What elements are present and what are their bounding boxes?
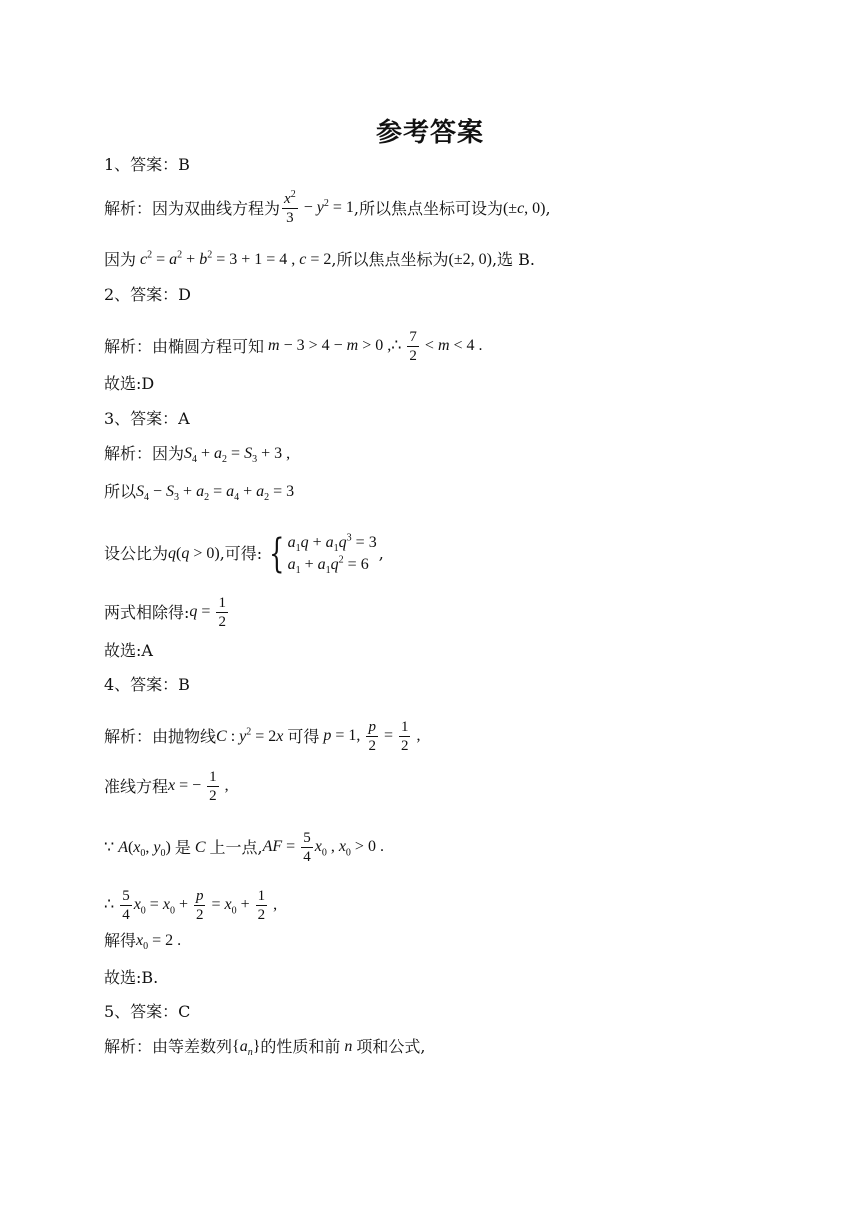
q4-analysis-line1	[104, 718, 420, 755]
q1-focus-coord: (±c, 0)	[502, 199, 546, 217]
q1-focus-result: (±2, 0)	[448, 251, 492, 268]
q4-l1-mid: 可得	[287, 726, 320, 746]
q2-inequality: m − 3 > 4 − m > 0 ,∴ $\frac{7}{2}$ < m < 4 .	[268, 329, 483, 364]
q4-analysis-line5	[104, 931, 181, 951]
q5-l1-mid: 的性质和前	[260, 1037, 341, 1056]
q4-answer: 4、答案：B	[104, 675, 190, 694]
q4-x0-result: $x_0 = 2$ .	[136, 932, 182, 953]
q4-directrix: x = − $\frac{1}{2}$ ,	[168, 769, 229, 804]
q4-point: ∵ $A(x_0$, $y_0$)	[104, 838, 175, 859]
q4-l3-mid: 是	[174, 837, 191, 857]
q3-result: 故选:A	[104, 641, 153, 660]
page-title: 参考答案	[375, 118, 484, 148]
q4-l2-text: 准线方程	[104, 776, 169, 796]
q3-l3-mid: ,可得:	[219, 544, 263, 563]
q5-l1-end: 项和公式,	[356, 1037, 426, 1056]
q2-result: 故选:D	[104, 374, 155, 393]
q2-answer: 2、答案：D	[104, 285, 192, 304]
q4-solve-eq: ∴ $\frac{5}{4}$ $x_0 = x_0$ + $\frac{p}{2}$ = $x_0$ + $\frac{1}{2}$ ,	[104, 888, 278, 923]
q4-l1-text: 解析：由抛物线	[104, 726, 217, 746]
q5-answer: 5、答案：C	[104, 1002, 191, 1021]
q1-c-eq: $c^2 = a^2 + b^2 = 3 + 1 = 4$ , c = 2	[140, 249, 332, 268]
q3-analysis-line2	[104, 482, 294, 502]
q4-af-eq: AF = $\frac{5}{4}$ $x_0$ , $x_0 > 0$ .	[262, 830, 384, 865]
q1-l2-mid: ,所以焦点坐标为	[331, 250, 449, 269]
q2-l1-text: 解析：由椭圆方程可知	[104, 336, 265, 356]
q1-answer: 1、答案：B	[104, 155, 190, 174]
q3-l3-text: 设公比为	[104, 544, 169, 563]
q4-l3-mid2: 上一点,	[209, 837, 263, 857]
q4-analysis-line2	[104, 768, 229, 805]
q4-p-value: p = 1, $\frac{p}{2}$ = $\frac{1}{2}$ ,	[323, 719, 421, 754]
q1-l1-mid: ,所以焦点坐标可设为	[353, 198, 503, 218]
q1-l2-end: ,选 B.	[491, 250, 535, 269]
q3-l2-text: 所以	[104, 482, 137, 501]
q5-l1-text: 解析：由等差数列	[104, 1037, 233, 1056]
q4-result: 故选:B.	[104, 968, 159, 987]
q3-ratio-result: q = $\frac{1}{2}$	[189, 595, 226, 630]
q4-analysis-line3	[104, 829, 384, 866]
q3-analysis-line4	[104, 594, 230, 631]
q3-l4-text: 两式相除得:	[104, 602, 190, 622]
q3-answer: 3、答案：A	[104, 409, 190, 428]
q5-n: n	[340, 1038, 357, 1055]
q1-analysis-line1: 解析：因为双曲线方程为 $\frac{x^2}{3}$ − $y^2 = 1$ ,所以焦点坐标可设为 (±c, 0) ,	[104, 189, 551, 226]
q2-analysis-line1	[104, 328, 483, 365]
q4-analysis-line4	[104, 887, 277, 924]
q3-analysis-line3: 设公比为 q(q > 0) ,可得: { $a_1q + a_1q^3 = 3$ $a_1 + a_1q^2 = 6$ ,	[104, 531, 384, 577]
q3-equation-system: { $a_1q + a_1q^3 = 3$ $a_1 + a_1q^2 = 6$	[269, 531, 377, 577]
q1-hyperbola-eq: $\frac{x^2}{3}$ − $y^2 = 1$	[284, 189, 354, 226]
q1-analysis-line2	[104, 250, 535, 270]
q3-diff-eq: $S_4 - S_3 + a_2 = a_4 + a_2 = 3$	[136, 483, 295, 504]
q4-l5-text: 解得	[104, 931, 137, 950]
q1-l2-text: 因为	[104, 250, 137, 269]
q4-curve-c: C	[190, 838, 210, 856]
q3-ratio: q(q > 0)	[168, 545, 220, 562]
q5-analysis-line1	[104, 1037, 426, 1057]
q5-sequence: $\{a_n\}$	[232, 1038, 261, 1059]
q4-parabola-eq: C : $y^2 = 2x$	[216, 726, 284, 745]
q3-analysis-line1	[104, 444, 290, 464]
q1-l1-text: 解析：因为双曲线方程为	[104, 198, 281, 218]
q3-l1-text: 解析：因为	[104, 444, 185, 463]
q3-sum-eq: $S_4 + a_2 = S_3 + 3$ ,	[184, 445, 291, 466]
